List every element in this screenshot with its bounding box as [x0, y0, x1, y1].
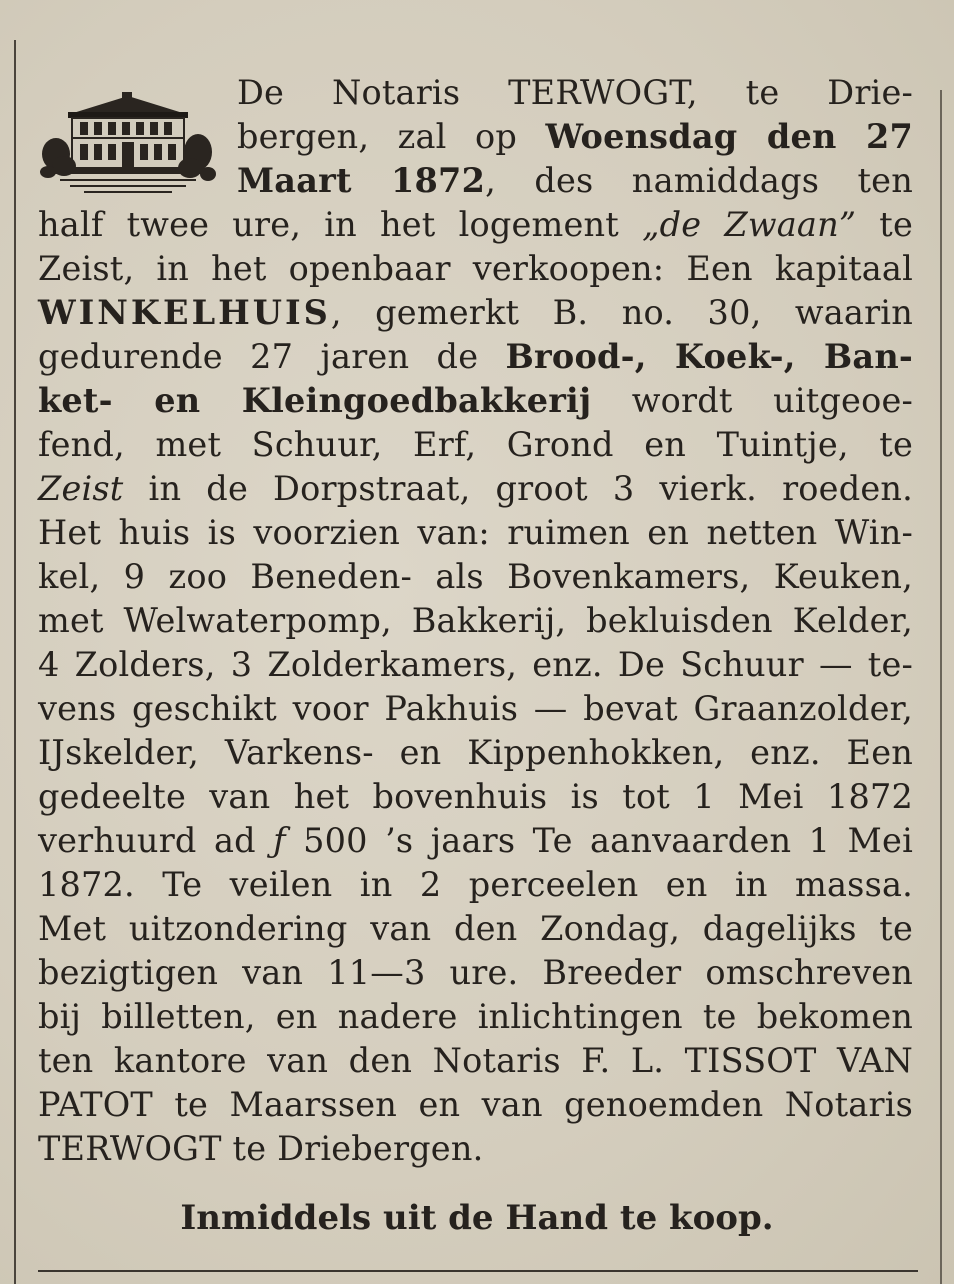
notice-line-22	[38, 995, 913, 1039]
notice-line-19	[38, 863, 913, 907]
notice-line-9	[38, 423, 913, 467]
notice-text: ten kantore van den Notaris F. L. TISSOT VAN	[38, 1041, 913, 1080]
notice-text: , gemerkt B. no. 30, waarin	[330, 293, 913, 332]
notice-text: bij billetten, en nadere inlichtingen te bekomen	[38, 997, 913, 1036]
notice-line-25	[38, 1127, 483, 1171]
notice-text: vens geschikt voor Pakhuis — bevat Graanzolder,	[38, 689, 913, 728]
notice-line-6	[38, 291, 913, 335]
notice-text: , des namiddags ten	[485, 161, 913, 200]
notice-text: wordt uitgeoe-	[591, 381, 913, 420]
business-type: ket- en	[38, 381, 242, 420]
notice-line-21	[38, 951, 913, 995]
notice-line-24	[38, 1083, 913, 1127]
house-icon	[40, 92, 216, 200]
notice-line-12	[38, 555, 913, 599]
notice-line-18	[38, 819, 913, 863]
notice-text: PATOT te Maarssen en van genoemden Notaris	[38, 1085, 913, 1124]
notice-line-8	[38, 379, 913, 423]
notice-text: Het huis is voorzien van: ruimen en netten Win-	[38, 513, 913, 552]
notice-text: te	[856, 205, 913, 244]
notice-line-17	[38, 775, 913, 819]
notice-text: 500 ’s jaars Te aanvaarden 1 Mei	[285, 821, 913, 860]
notice-text: verhuurd ad	[38, 821, 274, 860]
notice-text: fend, met Schuur, Erf, Grond en Tuintje, te	[38, 425, 913, 464]
notice-text: gedurende 27 jaren de	[38, 337, 506, 376]
auction-date-year: Maart 1872	[237, 161, 486, 200]
notice-line-11	[38, 511, 913, 555]
notice-text: Met uitzondering van den Zondag, dagelijks te	[38, 909, 913, 948]
notice-text: kel, 9 zoo Beneden- als Bovenkamers, Keuken,	[38, 557, 913, 596]
notice-line-15	[38, 687, 913, 731]
notice-line-5	[38, 247, 913, 291]
notice-text: 1872. Te veilen in 2 perceelen en in massa.	[38, 865, 913, 904]
notice-line-16	[38, 731, 913, 775]
right-column-rule	[940, 90, 942, 1284]
notice-line-23	[38, 1039, 913, 1083]
notice-text: Zeist, in het openbaar verkoopen: Een kapitaal	[38, 249, 913, 288]
business-type: Kleingoedbakkerij	[241, 381, 592, 420]
notice-text: bezigtigen van 11—3 ure. Breeder omschreven	[38, 953, 913, 992]
notice-text: in de Dorpstraat, groot 3 vierk. roeden.	[123, 469, 913, 508]
notice-text: half twee ure, in het logement	[38, 205, 643, 244]
auction-date: Woensdag den 27	[545, 117, 913, 156]
notice-line-13	[38, 599, 913, 643]
notice-text: met Welwaterpomp, Bakkerij, bekluisden Kelder,	[38, 601, 913, 640]
notice-text: De Notaris TERWOGT, te Drie-	[237, 73, 913, 112]
notice-line-7	[38, 335, 913, 379]
property-title: WINKELHUIS	[38, 293, 331, 332]
notice-text: 4 Zolders, 3 Zolderkamers, enz. De Schuur — te-	[38, 645, 913, 684]
notice-line-4	[38, 203, 913, 247]
notice-line-20	[38, 907, 913, 951]
notice-line-1	[237, 71, 913, 115]
business-type: Brood-, Koek-, Ban-	[505, 337, 914, 376]
town-name: Zeist	[38, 469, 124, 508]
closing-line: Inmiddels uit de Hand te koop.	[180, 1198, 774, 1238]
left-column-rule	[14, 40, 16, 1284]
notice-text: TERWOGT te Driebergen.	[38, 1129, 484, 1168]
notice-text: bergen, zal op	[237, 117, 546, 156]
notice-line-14	[38, 643, 913, 687]
notice-line-2	[237, 115, 913, 159]
guilder-sign: ƒ	[273, 821, 286, 860]
notice-text: IJskelder, Varkens- en Kippenhokken, enz. Een	[38, 733, 913, 772]
notice-text: gedeelte van het bovenhuis is tot 1 Mei 1872	[38, 777, 913, 816]
notice-line-10	[38, 467, 913, 511]
venue-name: „de Zwaan”	[642, 205, 857, 244]
bottom-rule	[38, 1270, 918, 1272]
notice-line-3	[237, 159, 913, 203]
